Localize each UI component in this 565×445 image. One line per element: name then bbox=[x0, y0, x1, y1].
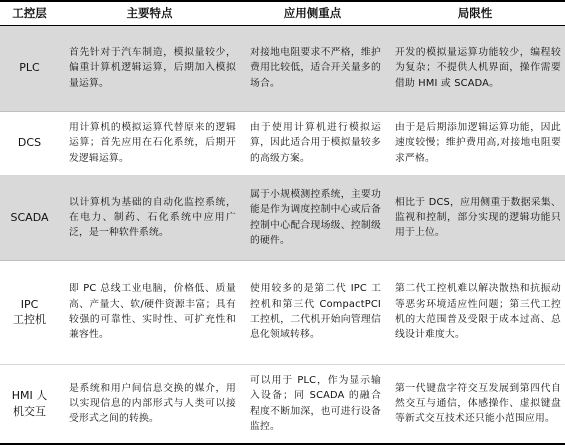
header-layer: 工控层 bbox=[0, 1, 59, 25]
focus-text: 使用较多的是第二代 IPC 工控机和第三代 CompactPCI 工控机，二代机开始向管理信息化领域转移。 bbox=[250, 283, 381, 341]
row-category bbox=[0, 260, 59, 364]
features-text: 用计算机的模拟运算代替原来的逻辑运算；首先应用在石化系统，后期开发逻辑运算。 bbox=[69, 122, 236, 164]
row-focus bbox=[240, 111, 385, 175]
category-label: IPC 工控机 bbox=[13, 297, 46, 326]
row-features bbox=[59, 25, 240, 111]
header-row bbox=[0, 1, 565, 25]
table-row bbox=[0, 111, 565, 175]
row-limitations bbox=[385, 260, 565, 364]
row-category bbox=[0, 175, 59, 260]
focus-text: 可以用于 PLC，作为显示输入设备；同 SCADA 的融合程度不断加深，也可进行设备监控。 bbox=[250, 375, 381, 433]
row-limitations bbox=[385, 364, 565, 444]
row-category bbox=[0, 25, 59, 111]
row-features bbox=[59, 175, 240, 260]
features-text: 即 PC 总线工业电脑，价格低、质量高、产量大、软/硬件资源丰富；具有较强的可靠性、实时性、可扩充性和兼容性。 bbox=[69, 283, 236, 341]
row-category bbox=[0, 111, 59, 175]
header-focus: 应用侧重点 bbox=[240, 1, 385, 25]
row-focus bbox=[240, 175, 385, 260]
limitations-text: 第一代键盘字符交互发展到第四代自然交互与通信，体感操作、虚拟键盘等新式交互技术还只能小范围应用。 bbox=[395, 382, 561, 425]
limitations-text: 第二代工控机难以解决散热和抗振动等恶劣环境适应性问题；第三代工控机的大范围普及受限于成本过高、总线设计难度大。 bbox=[395, 283, 561, 341]
row-focus bbox=[240, 260, 385, 364]
limitations-text: 开发的模拟量运算功能较少，编程较为复杂；不提供人机界面，操作需要借助 HMI 或 SCADA。 bbox=[395, 47, 561, 89]
category-label: DCS bbox=[17, 136, 42, 150]
limitations-text: 由于是后期添加逻辑运算功能，因此速度较慢；维护费用高,对接地电阻要求严格。 bbox=[395, 122, 561, 164]
header-features: 主要特点 bbox=[59, 1, 240, 25]
row-focus bbox=[240, 25, 385, 111]
header-limitations: 局限性 bbox=[385, 1, 565, 25]
focus-text: 由于使用计算机进行模拟运算，因此适合用于模拟量较多的高级方案。 bbox=[250, 122, 381, 164]
row-features bbox=[59, 260, 240, 364]
limitations-text: 相比于 DCS，应用侧重于数据采集、监视和控制，部分实现的逻辑功能只用于上位。 bbox=[395, 196, 561, 239]
row-limitations bbox=[385, 111, 565, 175]
features-text: 以计算机为基础的自动化监控系统，在电力、制药、石化系统中应用广泛，是一种软件系统。 bbox=[69, 196, 236, 239]
row-features bbox=[59, 364, 240, 444]
category-label: HMI 人 机交互 bbox=[11, 389, 48, 418]
category-label: SCADA bbox=[10, 210, 49, 224]
category-label: PLC bbox=[19, 61, 40, 75]
table-row bbox=[0, 175, 565, 260]
focus-text: 属于小规模测控系统，主要功能是作为调度控制中心或后备控制中心配合现场级、控制级的硬件。 bbox=[250, 188, 381, 246]
row-features bbox=[59, 111, 240, 175]
features-text: 首先针对于汽车制造，模拟量较少，偏重计算机逻辑运算，后期加入模拟量运算。 bbox=[69, 47, 236, 89]
row-category bbox=[0, 364, 59, 444]
table-row bbox=[0, 364, 565, 444]
row-limitations bbox=[385, 25, 565, 111]
row-focus bbox=[240, 364, 385, 444]
features-text: 是系统和用户间信息交换的媒介，用以实现信息的内部形式与人类可以接受形式之间的转换。 bbox=[69, 382, 236, 425]
focus-text: 对接地电阻要求不严格，维护费用比较低，适合开关量多的场合。 bbox=[250, 47, 381, 89]
table-row bbox=[0, 260, 565, 364]
table-row bbox=[0, 25, 565, 111]
row-limitations bbox=[385, 175, 565, 260]
